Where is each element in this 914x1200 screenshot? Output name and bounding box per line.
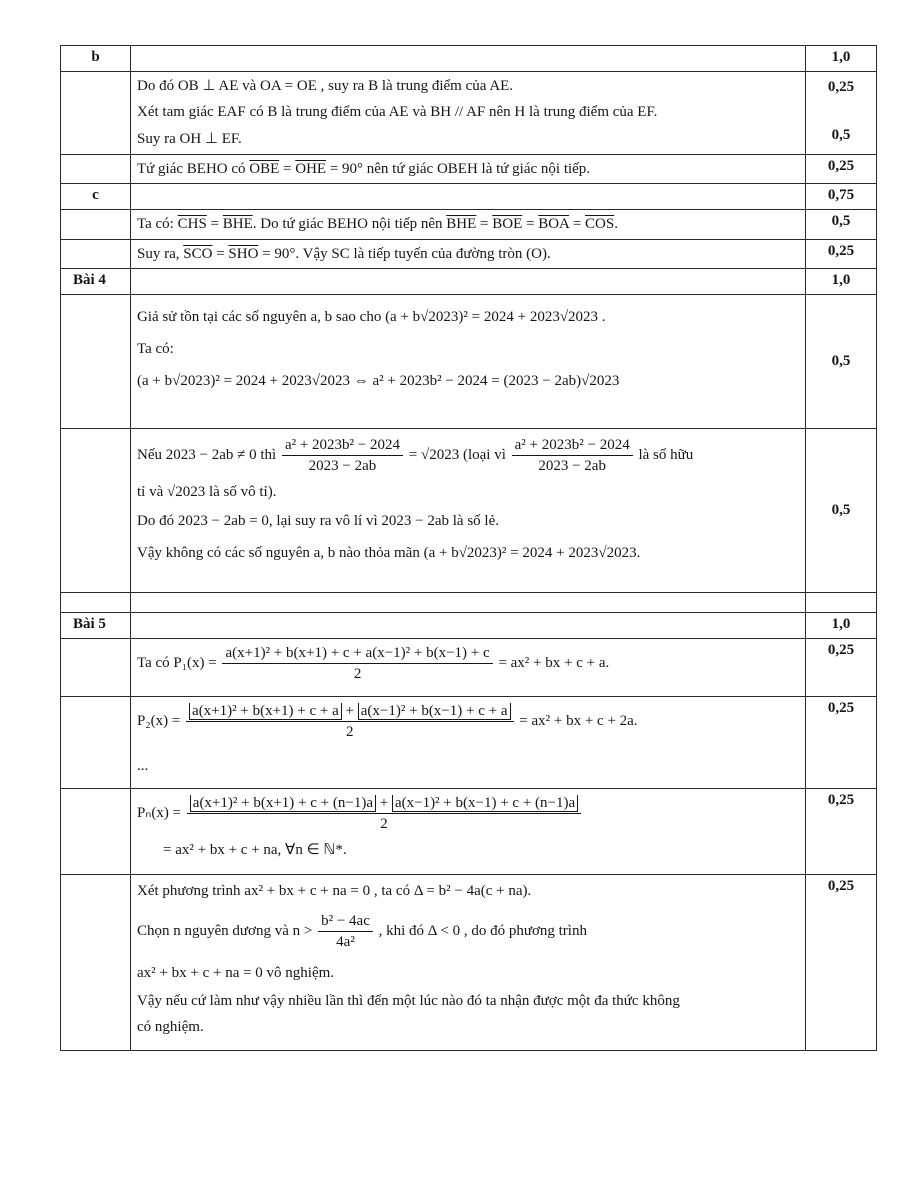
score-cell: 1,0	[806, 46, 877, 72]
score-cell: 0,5	[806, 294, 877, 428]
problem-label: Bài 5	[61, 612, 131, 638]
table-row	[61, 874, 877, 1050]
score-cell: 0,75	[806, 184, 877, 210]
fraction: $\frac{\text{a² + 2023b² − 2024}}{2023 - 2ab}$	[512, 435, 633, 477]
score-cell: 0,25	[827, 79, 855, 95]
score-cell: 0,25	[806, 874, 877, 1050]
text-line: Do đó 2023 − 2ab = 0, lại suy ra vô lí vì 2023 − 2ab là số lẻ.	[137, 512, 499, 529]
text-line: Nếu 2023 − 2ab ≠ 0 thì $\frac{\text{a² + 2023b² − 2024}}{2023 - 2ab}$ = √2023 (loại vì $\frac{\text{a² + 2023b² − 2024}}{2023 - 2ab}$ là số hữu	[137, 435, 799, 477]
equation-line: Pₙ(x) = a(x+1)² + b(x+1) + c + (n−1)a + a(x−1)² + b(x−1) + c + (n−1)a 2	[137, 793, 799, 835]
score-cell: 0,25	[806, 638, 877, 696]
equation-line: Ta có P₁(x) = $\frac{\text{a(x+1)² + b(x+1) + c + a(x−1)² + b(x−1) + c}}{2}$ = ax² + bx + c + a.	[137, 643, 799, 685]
text-line: Xét phương trình ax² + bx + c + na = 0 , ta có Δ = b² − 4a(c + na).	[137, 882, 532, 899]
text-line: Ta có:	[137, 341, 174, 357]
text-line: Xét tam giác EAF có B là trung điểm của AE và BH // AF nên H là trung điểm của EF.	[137, 104, 658, 121]
table-row	[61, 638, 877, 696]
text-line: Do đó OB ⊥ AE và OA = OE , suy ra B là trung điểm của AE.	[137, 78, 514, 94]
score-cell: 0,5	[806, 210, 877, 239]
text-line: Vậy nếu cứ làm như vậy nhiều lần thì đến một lúc nào đó ta nhận được một đa thức không	[137, 992, 680, 1009]
score-cell: 0,25	[806, 696, 877, 788]
equation-line: P₂(x) = $\frac{\text{a(x+1)² + b(x+1) + c + a + a(x−1)² + b(x−1) + c + a}}{2}$ = ax² + bx + c + 2a.	[137, 701, 799, 743]
answer-table	[60, 45, 877, 1051]
equation-line: ax² + bx + c + na = 0 vô nghiệm.	[137, 964, 335, 981]
part-label: b	[61, 46, 131, 72]
table-row	[61, 612, 877, 638]
ellipsis: ...	[137, 758, 149, 775]
table-row	[61, 155, 877, 184]
table-row	[61, 184, 877, 210]
table-row	[61, 72, 877, 155]
table-row	[61, 268, 877, 294]
score-cell: 0,25	[806, 155, 877, 184]
table-row	[61, 239, 877, 268]
text-line: tỉ và √2023 là số vô tỉ).	[137, 484, 277, 501]
fraction: $\frac{\text{b² − 4ac}}{\text{4a²}}$	[318, 911, 373, 953]
fraction: $\frac{\text{a² + 2023b² − 2024}}{2023 - 2ab}$	[282, 435, 403, 477]
table-row	[61, 696, 877, 788]
equation-line: (a + b√2023)² = 2024 + 2023√2023 ⇔ a² + 2023b² − 2024 = (2023 − 2ab)√2023	[137, 373, 620, 390]
score-cell: 0,25	[806, 788, 877, 874]
text-line: Tứ giác BEHO có $\overline{OBE} = \overline{OHE} = 90^\circ$ nên tứ giác OBEH là tứ giác nội tiếp.	[137, 161, 591, 177]
table-row	[61, 788, 877, 874]
score-cell: 0,25	[806, 239, 877, 268]
fraction: a(x+1)² + b(x+1) + c + (n−1)a + a(x−1)² + b(x−1) + c + (n−1)a 2	[187, 793, 581, 835]
table-row	[61, 428, 877, 592]
score-cell: 1,0	[806, 612, 877, 638]
text-line: có nghiệm.	[137, 1019, 204, 1035]
problem-label: Bài 4	[61, 268, 131, 294]
table-row	[61, 210, 877, 239]
table-row	[61, 294, 877, 428]
score-cell: 1,0	[806, 268, 877, 294]
fraction: $\frac{\text{a(x+1)² + b(x+1) + c + a + a(x−1)² + b(x−1) + c + a}}{2}$	[186, 701, 513, 743]
text-line: Chọn n nguyên dương và n > $\frac{\text{b² − 4ac}}{\text{4a²}}$ , khi đó Δ < 0 , do đó phương trình	[137, 911, 799, 953]
text-line: Suy ra OH ⊥ EF.	[137, 130, 242, 147]
text-line: Ta có: $\overline{CHS} = \overline{BHE}$. Do tứ giác BEHO nội tiếp nên $\overline{BHE} = \overline{BOE} = \overline{BOA} = \overline{COS}$.	[137, 216, 618, 233]
equation-line: = ax² + bx + c + na, ∀n ∈ ℕ*.	[163, 842, 347, 859]
part-label: c	[61, 184, 131, 210]
score-cell: 0,5	[831, 127, 851, 144]
text-line: Suy ra, $\overline{SCO} = \overline{SHO} = 90^\circ$. Vậy SC là tiếp tuyến của đường tròn (O).	[137, 245, 551, 262]
fraction: $\frac{\text{a(x+1)² + b(x+1) + c + a(x−1)² + b(x−1) + c}}{2}$	[222, 643, 492, 685]
text-line: Giả sử tồn tại các số nguyên a, b sao cho (a + b√2023)² = 2024 + 2023√2023 .	[137, 308, 606, 325]
text-line: Vậy không có các số nguyên a, b nào thỏa mãn (a + b√2023)² = 2024 + 2023√2023.	[137, 544, 641, 561]
table-row	[61, 46, 877, 72]
table-row	[61, 592, 877, 612]
score-cell: 0,5	[806, 428, 877, 592]
